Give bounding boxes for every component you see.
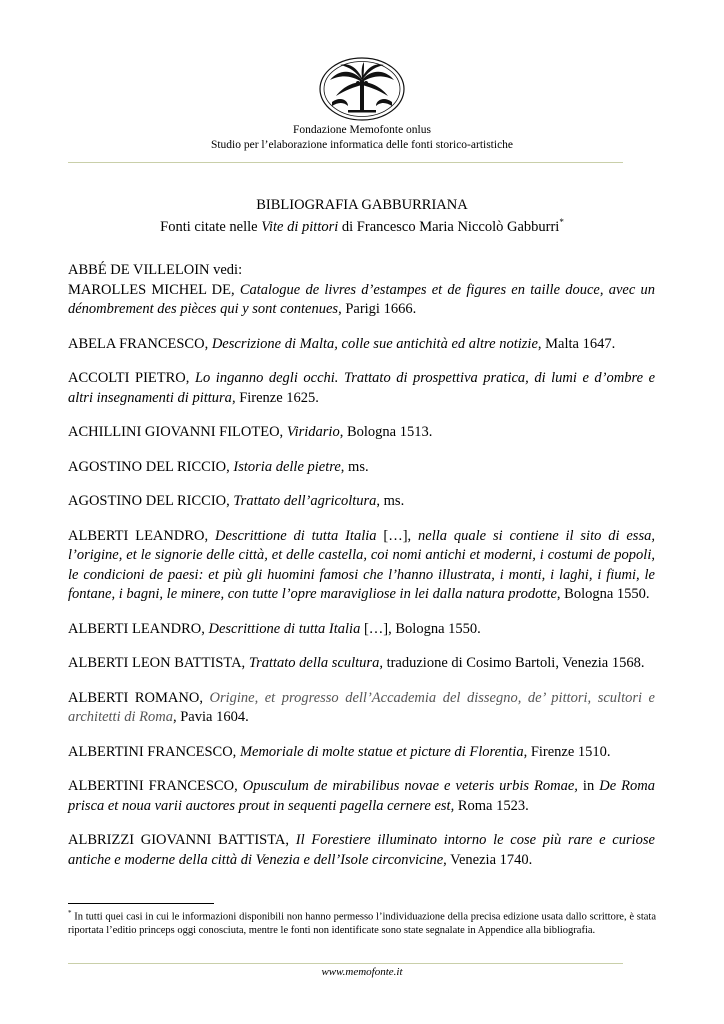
bib-entry: ALBERTI LEANDRO, Descrittione di tutta Italia […], nella quale si contiene il sito di essa, l’origine, et le signorie delle città, et delle castella, coi nomi antichi et moderni, i costumi de popoli, le condicioni de paesi: et più gli huomini famosi che l’hanno illustrata, i monti, i laghi, i fiumi, le fontane, i bagni, le minere, con tutte l’opre maravigliose in lei dalla natura prodotte, Bologna 1550. <box>68 527 655 602</box>
bib-entry: ALBERTINI FRANCESCO, Opusculum de mirabilibus novae e veteris urbis Romae, in De Roma prisca et noua varii auctores prout in sequenti pagella cernere est, Roma 1523. <box>68 778 655 814</box>
footer-divider <box>68 963 623 964</box>
foundation-name: Fondazione Memofonte onlus <box>293 124 431 136</box>
palm-tree-seal-icon <box>318 56 406 122</box>
footnote-divider <box>68 903 214 904</box>
bib-entry: MAROLLES MICHEL DE, Catalogue de livres d’estampes et de figures en taille douce, avec un dénombrement des pièces qui y sont contenues, Parigi 1666. <box>68 281 656 317</box>
bib-entry: ABELA FRANCESCO, Descrizione di Malta, colle sue antichità ed altre notizie, Malta 1647. <box>68 335 616 352</box>
bib-entry: ALBERTI LEANDRO, Descrittione di tutta Italia […], Bologna 1550. <box>68 620 481 637</box>
bib-entry: ACHILLINI GIOVANNI FILOTEO, Viridario, Bologna 1513. <box>68 424 433 440</box>
bib-entry: ACCOLTI PIETRO, Lo inganno degli occhi. Trattato di prospettiva pratica, di lumi e d’ombre e altri insegnamenti di pittura, Firenze 1625. <box>68 370 655 406</box>
bib-entry: ALBERTI ROMANO, Origine, et progresso dell’Accademia del dissegno, de’ pittori, scultori e architetti di Roma, Pavia 1604. <box>68 689 655 725</box>
foundation-subtitle: Studio per l’elaborazione informatica delle fonti storico-artistiche <box>210 139 514 151</box>
bibliography-list <box>68 261 655 885</box>
bib-entry: ALBERTINI FRANCESCO, Memoriale di molte statue et picture di Florentia, Firenze 1510. <box>68 743 611 760</box>
header-divider <box>68 162 623 163</box>
bib-entry: AGOSTINO DEL RICCIO, Istoria delle pietre, ms. <box>68 458 369 475</box>
bib-entry: ALBRIZZI GIOVANNI BATTISTA, Il Forestiere illuminato intorno le cose più rare e curiose antiche e moderne della città di Venezia e dell’Isole circonvicine, Venezia 1740. <box>68 832 655 868</box>
footnote-marker: * <box>68 909 72 917</box>
page-title: BIBLIOGRAFIA GABBURRIANA <box>256 197 468 213</box>
footnote-marker: * <box>559 217 564 227</box>
bib-entry: ABBÉ DE VILLELOIN vedi: <box>68 262 243 278</box>
footer-url[interactable]: www.memofonte.it <box>321 966 403 978</box>
page-subtitle: Fonti citate nelle Vite di pittori di Francesco Maria Niccolò Gabburri* <box>160 217 564 235</box>
bib-entry: ALBERTI LEON BATTISTA, Trattato della scultura, traduzione di Cosimo Bartoli, Venezia 1568. <box>68 655 645 671</box>
bib-entry: AGOSTINO DEL RICCIO, Trattato dell’agricoltura, ms. <box>68 493 405 509</box>
footnote: * In tutti quei casi in cui le informazioni disponibili non hanno permesso l’individuazione della precisa edizione usata dallo scrittore, è stata riportata l’editio princeps oggi conosciuta, mentre le fonti non identificate sono state segnalate in Appendice alla bibliografia. <box>68 909 656 936</box>
